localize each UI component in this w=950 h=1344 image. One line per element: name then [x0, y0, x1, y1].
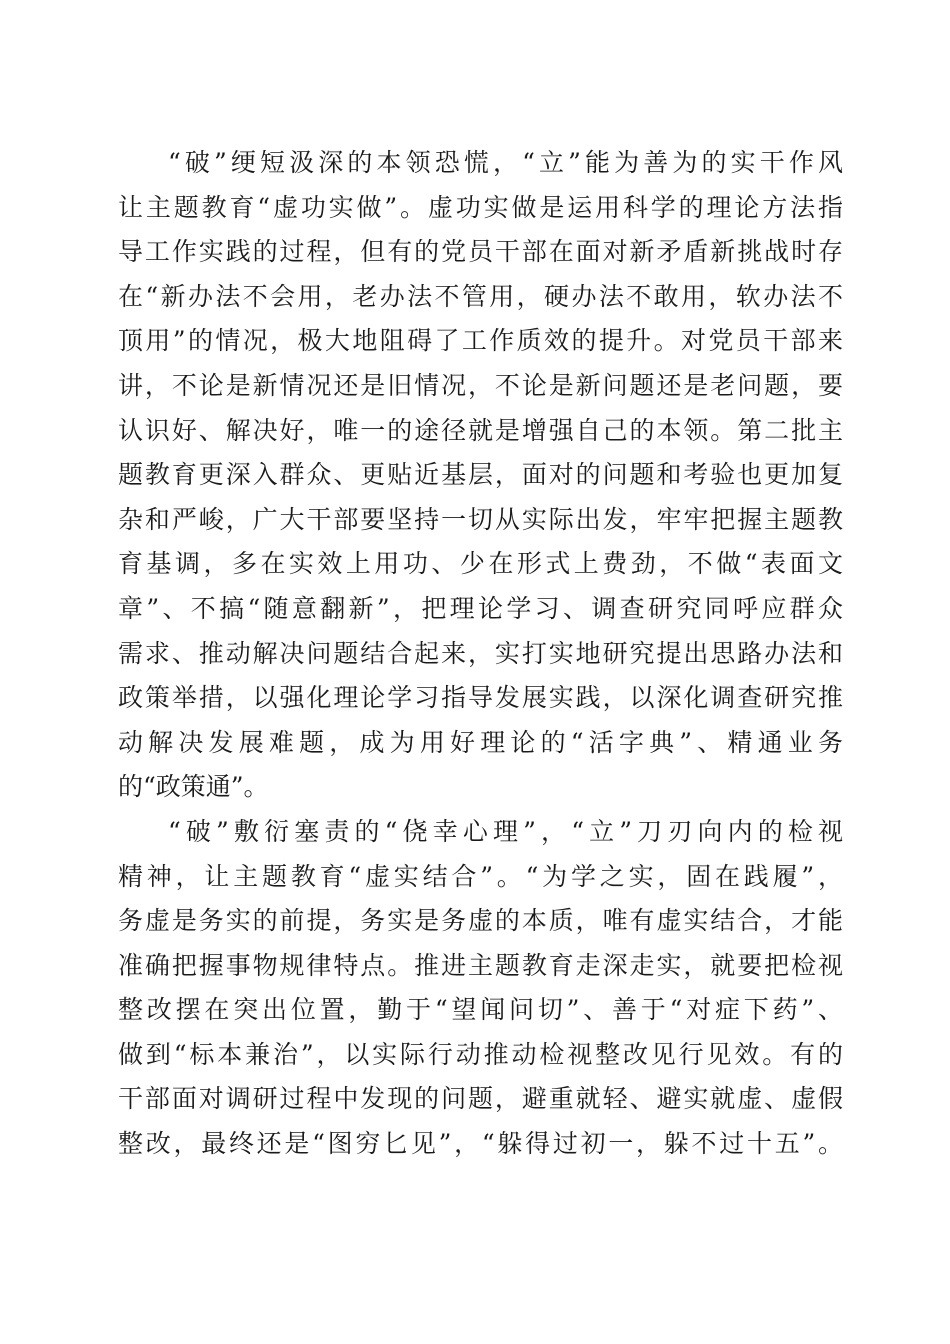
paragraph-line: “破”绠短汲深的本领恐慌，“立”能为善为的实干作风: [168, 148, 843, 177]
paragraph-line: 动解决发展难题，成为用好理论的“活字典”、精通业务: [118, 727, 843, 757]
paragraph-line: 的“政策通”。: [118, 772, 269, 802]
paragraph-line: 准确把握事物规律特点。推进主题教育走深走实，就要把检视: [118, 950, 843, 980]
paragraph-line: 需求、推动解决问题结合起来，实打实地研究提出思路办法和: [118, 638, 843, 668]
paragraph-line: 题教育更深入群众、更贴近基层，面对的问题和考验也更加复: [118, 460, 843, 490]
paragraph-1: [118, 141, 843, 810]
paragraph-line: 做到“标本兼治”，以实际行动推动检视整改见行见效。有的: [118, 1039, 843, 1069]
paragraph-line: 在“新办法不会用，老办法不管用，硬办法不敢用，软办法不: [118, 281, 843, 311]
paragraph-2: [118, 810, 843, 1167]
paragraph-line: 讲，不论是新情况还是旧情况，不论是新问题还是老问题，要: [118, 370, 843, 400]
paragraph-line: 精神，让主题教育“虚实结合”。“为学之实，固在践履”，: [118, 861, 843, 891]
paragraph-line: 导工作实践的过程，但有的党员干部在面对新矛盾新挑战时存: [118, 237, 843, 267]
paragraph-line: 杂和严峻，广大干部要坚持一切从实际出发，牢牢把握主题教: [118, 504, 843, 534]
paragraph-line: 务虚是务实的前提，务实是务虚的本质，唯有虚实结合，才能: [118, 906, 843, 936]
paragraph-line: 干部面对调研过程中发现的问题，避重就轻、避实就虚、虚假: [118, 1084, 843, 1114]
paragraph-line: 整改，最终还是“图穷匕见”，“躲得过初一，躲不过十五”。: [118, 1129, 843, 1159]
body-text: [118, 141, 843, 1167]
paragraph-line: 政策举措，以强化理论学习指导发展实践，以深化调查研究推: [118, 683, 843, 713]
paragraph-line: 章”、不搞“随意翻新”，把理论学习、调查研究同呼应群众: [118, 593, 843, 623]
paragraph-line: “破”敷衍塞责的“侥幸心理”，“立”刀刃向内的检视: [168, 816, 843, 846]
paragraph-line: 整改摆在突出位置，勤于“望闻问切”、善于“对症下药”、: [118, 995, 843, 1025]
paragraph-line: 育基调，多在实效上用功、少在形式上费劲，不做“表面文: [118, 549, 843, 579]
paragraph-line: 顶用”的情况，极大地阻碍了工作质效的提升。对党员干部来: [118, 326, 843, 356]
paragraph-line: 认识好、解决好，唯一的途径就是增强自己的本领。第二批主: [118, 415, 843, 445]
paragraph-line: 让主题教育“虚功实做”。虚功实做是运用科学的理论方法指: [118, 192, 843, 222]
